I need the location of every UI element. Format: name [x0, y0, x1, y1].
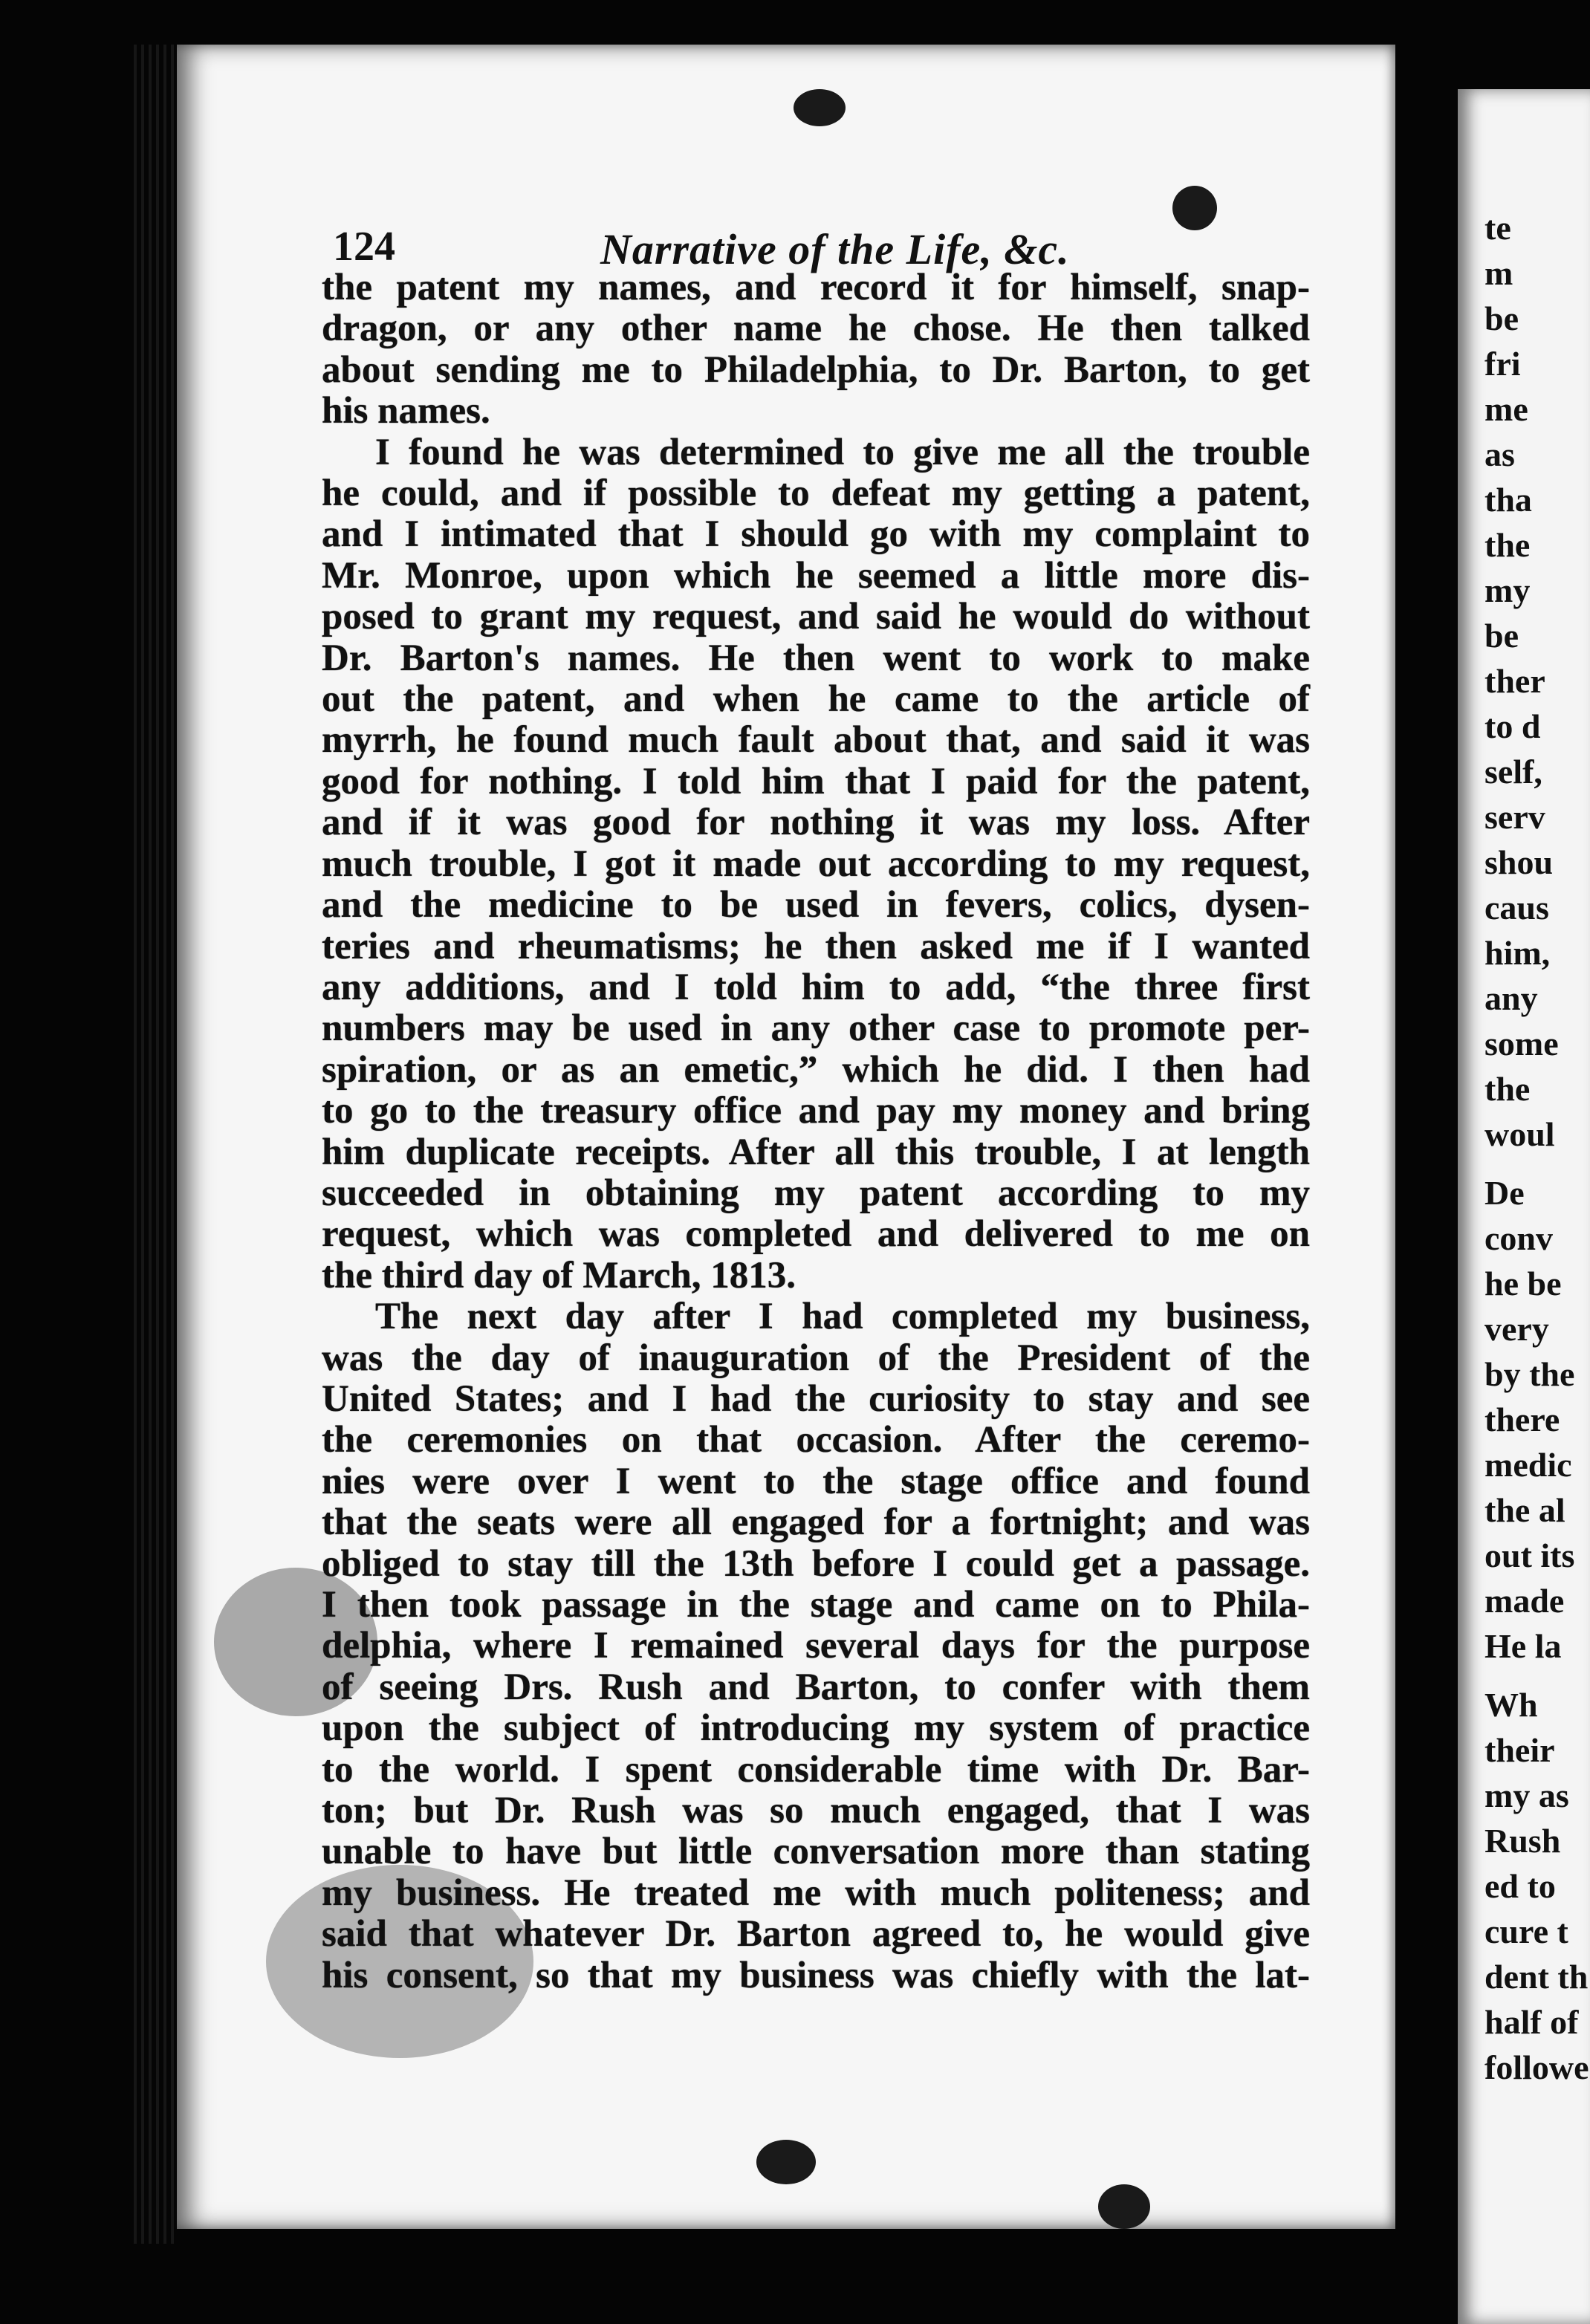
facing-page-fragment: as — [1484, 435, 1515, 473]
text-line: ton; but Dr. Rush was so much engaged, that I was — [322, 1790, 1310, 1832]
facing-page-fragment: self, — [1484, 753, 1542, 791]
facing-page-fragment: me — [1484, 390, 1528, 428]
text-line: Mr. Monroe, upon which he seemed a little more dis- — [322, 554, 1310, 597]
text-line: said that whatever Dr. Barton agreed to, he would give — [322, 1913, 1310, 1955]
page-number: 124 — [333, 224, 395, 270]
text-line: he could, and if possible to defeat my getting a patent, — [322, 473, 1310, 515]
facing-page-fragment: their — [1484, 1731, 1555, 1769]
text-line: his consent, so that my business was chiefly with the lat- — [322, 1954, 1310, 1996]
text-line: about sending me to Philadelphia, to Dr. Barton, to get — [322, 348, 1310, 391]
text-line: him duplicate receipts. After all this trouble, I at length — [322, 1131, 1310, 1173]
facing-page-fragment: there — [1484, 1400, 1560, 1438]
text-line: succeeded in obtaining my patent according to my — [322, 1172, 1310, 1214]
facing-page-fragment: out its — [1484, 1536, 1575, 1574]
ink-stain — [794, 89, 846, 126]
text-line: United States; and I had the curiosity to stay and see — [322, 1377, 1310, 1420]
facing-page-fragment: followe — [1484, 2048, 1589, 2086]
facing-page-fragment: He la — [1484, 1627, 1562, 1665]
facing-page-fragment: be — [1484, 617, 1519, 655]
ink-stain — [1098, 2184, 1150, 2229]
text-line: that the seats were all engaged for a fortnight; and was — [322, 1502, 1310, 1544]
text-line: and I intimated that I should go with my complaint to — [322, 513, 1310, 556]
facing-page-fragment: Wh — [1484, 1686, 1538, 1724]
text-line: any additions, and I told him to add, “the three first — [322, 966, 1310, 1008]
facing-page-fragment: my as — [1484, 1776, 1569, 1814]
facing-page-fragment: De — [1484, 1174, 1525, 1212]
text-line: dragon, or any other name he chose. He then talked — [322, 308, 1310, 350]
facing-page-fragment: some — [1484, 1025, 1559, 1062]
book-page — [177, 45, 1395, 2229]
ink-stain — [756, 2140, 816, 2184]
text-line: to the world. I spent considerable time with Dr. Bar- — [322, 1748, 1310, 1791]
facing-page-fragment: half of — [1484, 2003, 1579, 2041]
text-line: and the medicine to be used in fevers, colics, dysen- — [322, 884, 1310, 926]
facing-page-fragment: ther — [1484, 662, 1545, 700]
facing-page-fragment: woul — [1484, 1115, 1555, 1153]
facing-page-fragment: ed to — [1484, 1867, 1556, 1905]
text-line: posed to grant my request, and said he would do without — [322, 596, 1310, 638]
facing-page-fragment: caus — [1484, 889, 1549, 926]
text-line: good for nothing. I told him that I paid for the patent, — [322, 760, 1310, 802]
facing-page-fragment: very — [1484, 1310, 1549, 1348]
facing-page-fragment: conv — [1484, 1219, 1553, 1257]
body-text — [322, 267, 1310, 1996]
facing-page-fragment: te — [1484, 209, 1511, 247]
facing-page-fragment: serv — [1484, 798, 1545, 836]
facing-page-fragment: be — [1484, 299, 1519, 337]
facing-page-fragment: the al — [1484, 1491, 1565, 1529]
facing-page-fragment: to d — [1484, 707, 1541, 745]
text-line: obliged to stay till the 13th before I could get a passage. — [322, 1542, 1310, 1585]
facing-page-fragment: him, — [1484, 934, 1551, 972]
text-line: was the day of inauguration of the President of the — [322, 1337, 1310, 1379]
text-line: the third day of March, 1813. — [322, 1254, 796, 1296]
facing-page-fragment: the — [1484, 526, 1531, 564]
text-line: his names. — [322, 390, 490, 432]
text-line: and if it was good for nothing it was my loss. After — [322, 802, 1310, 844]
text-line: unable to have but little conversation more than stating — [322, 1831, 1310, 1873]
text-line: spiration, or as an emetic,” which he did. I then had — [322, 1048, 1310, 1091]
facing-page-edge — [1458, 89, 1590, 2324]
facing-page-fragment: tha — [1484, 481, 1532, 519]
text-line: delphia, where I remained several days for the purpose — [322, 1625, 1310, 1667]
text-line: upon the subject of introducing my system of practice — [322, 1707, 1310, 1750]
text-line: out the patent, and when he came to the article of — [322, 678, 1310, 721]
running-title: Narrative of the Life, &c. — [600, 225, 1070, 273]
binding-gutter — [134, 45, 178, 2244]
text-line: nies were over I went to the stage office and found — [322, 1460, 1310, 1502]
facing-page-fragment: by the — [1484, 1355, 1575, 1393]
text-line: myrrh, he found much fault about that, and said it was — [322, 719, 1310, 762]
text-line: request, which was completed and delivered to me on — [322, 1213, 1310, 1256]
text-line: to go to the treasury office and pay my money and bring — [322, 1090, 1310, 1132]
facing-page-fragment: fri — [1484, 345, 1521, 383]
text-line: the patent my names, and record it for himself, snap- — [322, 267, 1310, 308]
facing-page-fragment: m — [1484, 254, 1513, 292]
facing-page-fragment: Rush — [1484, 1822, 1561, 1860]
facing-page-fragment: he be — [1484, 1265, 1562, 1302]
facing-page-fragment: shou — [1484, 843, 1554, 881]
text-line: I found he was determined to give me all the trouble — [375, 431, 1310, 473]
text-line: I then took passage in the stage and came on to Phila- — [322, 1584, 1310, 1626]
facing-page-fragment: dent th — [1484, 1958, 1589, 1996]
facing-page-fragment: made — [1484, 1582, 1565, 1620]
text-line: Dr. Barton's names. He then went to work to make — [322, 637, 1310, 679]
facing-page-fragment: cure t — [1484, 1912, 1568, 1950]
text-line: my business. He treated me with much politeness; and — [322, 1872, 1310, 1914]
facing-page-fragment: my — [1484, 571, 1531, 609]
facing-page-fragment: the — [1484, 1070, 1531, 1108]
text-line: much trouble, I got it made out according to my request, — [322, 843, 1310, 885]
text-line: numbers may be used in any other case to promote per- — [322, 1007, 1310, 1050]
text-line: of seeing Drs. Rush and Barton, to confer with them — [322, 1666, 1310, 1708]
facing-page-fragment: any — [1484, 979, 1538, 1017]
text-line: The next day after I had completed my business, — [375, 1296, 1310, 1338]
text-line: teries and rheumatisms; he then asked me if I wanted — [322, 925, 1310, 967]
text-line: the ceremonies on that occasion. After the ceremo- — [322, 1419, 1310, 1461]
facing-page-fragment: medic — [1484, 1446, 1572, 1484]
